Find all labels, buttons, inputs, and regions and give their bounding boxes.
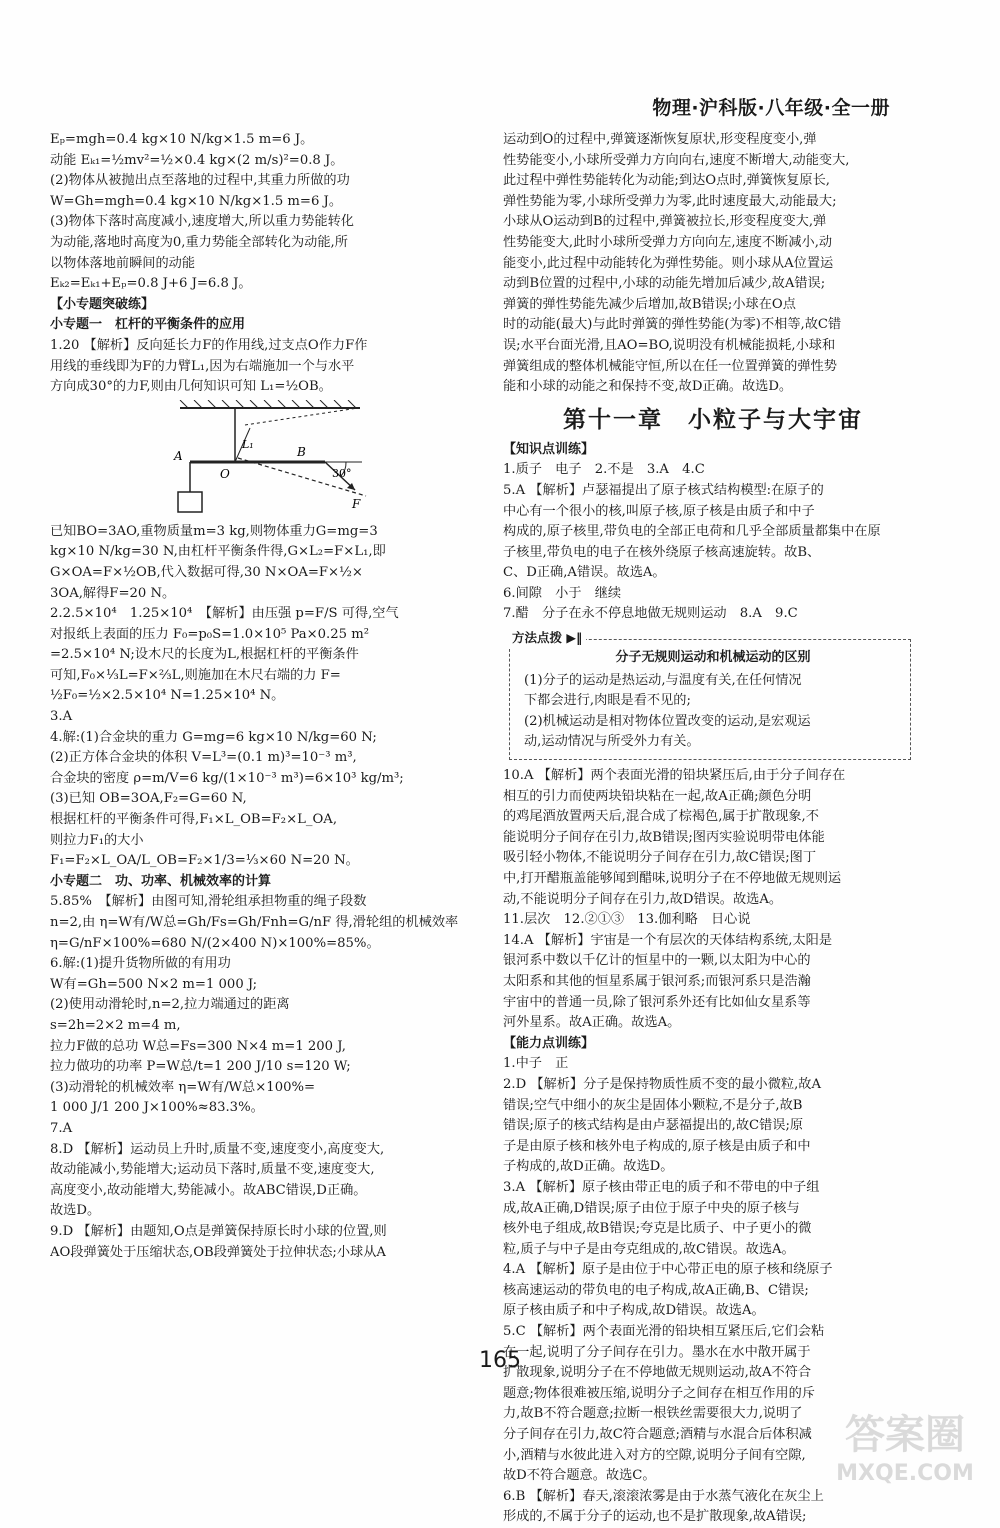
text-line: W=Gh=mgh=0.4 kg×10 N/kg×1.5 m=6 J。: [50, 193, 343, 209]
text-line: AO段弹簧处于压缩状态,OB段弹簧处于拉伸状态;小球从A: [50, 1244, 386, 1260]
method-tip-title: 分子无规则运动和机械运动的区别: [615, 650, 811, 666]
text-line: 太阳系和其他的恒星系属于银河系;而银河系只是浩瀚: [503, 973, 811, 989]
text-line: 7.醋 分子在永不停息地做无规则运动 8.A 9.C: [503, 606, 798, 622]
text-line: 合金块的密度 ρ=m/V=6 kg/(1×10⁻³ m³)=6×10³ kg/m³;: [50, 770, 404, 786]
text-line: 弹性势能为零,小球所受弹力为零,此时速度最大,动能最大;: [503, 193, 837, 209]
label-f: F: [352, 496, 361, 511]
text-line: 原子核由质子和中子构成,故D错误。故选A。: [503, 1303, 765, 1319]
text-line: 4.解:(1)合金块的重力 G=mg=6 kg×10 N/kg=60 N;: [50, 729, 377, 745]
text-line: 则拉力F₁的大小: [50, 832, 144, 848]
text-line: Eₖ₂=Eₖ₁+Eₚ=0.8 J+6 J=6.8 J。: [50, 276, 252, 292]
left-block-d: [50, 892, 465, 1263]
text-line: 6.解:(1)提升货物所做的有用功: [50, 956, 231, 972]
text-line: 子核里,带负电的电子在核外绕原子核高速旋转。故B、: [503, 544, 821, 560]
text-line: 14.A 【解析】宇宙是一个有层次的天体结构系统,太阳是: [503, 932, 833, 948]
text-line: F₁=F₂×L_OA/L_OB=F₂×1/3=⅓×60 N=20 N。: [50, 853, 359, 869]
text-line: 下都会进行,肉眼是看不见的;: [524, 693, 691, 709]
text-line: 3OA,解得F=20 N。: [50, 585, 176, 601]
right-block-c: [503, 766, 923, 1034]
text-line: 5.C 【解析】两个表面光滑的铅块相互紧压后,它们会粘: [503, 1324, 825, 1340]
text-line: 力,故B不符合题意;拉断一根铁丝需要很大力,说明了: [503, 1406, 803, 1422]
text-line: (3)物体下落时高度减小,速度增大,所以重力势能转化: [50, 214, 354, 230]
text-line: 弹簧组成的整体机械能守恒,所以在任一位置弹簧的弹性势: [503, 358, 837, 374]
text-line: 弹簧的弹性势能先减少后增加,故B错误;小球在O点: [503, 296, 796, 312]
text-line: 此过程中弹性势能转化为动能;到达O点时,弹簧恢复原长,: [503, 173, 830, 189]
text-line: 子构成的,故D正确。故选D。: [503, 1159, 674, 1175]
text-line: 中心有一个很小的核,叫原子核,原子核是由质子和中子: [503, 503, 815, 519]
text-line: 错误;空气中细小的灰尘是固体小颗粒,不是分子,故B: [503, 1097, 803, 1113]
text-line: 小球从O运动到B的过程中,弹簧被拉长,形变程度变大,弹: [503, 214, 827, 230]
text-line: 3.A 【解析】原子核由带正电的质子和不带电的中子组: [503, 1179, 820, 1195]
text-line: 拉力F做的总功 W总=Fs=300 N×4 m=1 200 J,: [50, 1038, 346, 1054]
label-a: A: [174, 448, 183, 463]
lever-diagram: [50, 400, 465, 520]
label-b: B: [297, 444, 306, 459]
text-line: 故D不符合题意。故选C。: [503, 1468, 656, 1484]
text-line: 1.中子 正: [503, 1056, 569, 1072]
section-title-ability: 【能力点训练】: [503, 1035, 595, 1051]
page-header: 物理·沪科版·八年级·全一册: [652, 97, 890, 119]
text-line: 已知BO=3AO,重物质量m=3 kg,则物体重力G=mg=3: [50, 523, 378, 539]
right-block-a: [503, 130, 923, 398]
text-line: W有=Gh=500 N×2 m=1 000 J;: [50, 976, 258, 992]
text-line: 误;水平台面光滑,且AO=BO,说明没有机械能损耗,小球和: [503, 337, 836, 353]
method-tip-body: [524, 671, 902, 753]
text-line: 5.A 【解析】卢瑟福提出了原子核式结构模型:在原子的: [503, 482, 824, 498]
text-line: 错误;原子的核式结构是由卢瑟福提出的,故C错误;原: [503, 1118, 804, 1134]
text-line: 5.85% 【解析】由图可知,滑轮组承担物重的绳子段数: [50, 894, 367, 910]
left-block-a: [50, 130, 465, 295]
text-line: C、D正确,A错误。故选A。: [503, 565, 666, 581]
text-line: 用线的垂线即为F的力臂L₁,因为右端施加一个与水平: [50, 358, 355, 374]
text-line: 故动能减小,势能增大;运动员下落时,质量不变,速度变大,: [50, 1162, 375, 1178]
text-line: 成,故A正确,D错误;原子由位于原子中央的原子核与: [503, 1200, 800, 1216]
section-title-topic-practice: 【小专题突破练】: [50, 296, 155, 312]
text-line: 粒,质子与中子是由夸克组成的,故C错误。故选A。: [503, 1241, 795, 1257]
text-line: 能和小球的动能之和保持不变,故D正确。故选D。: [503, 379, 793, 395]
text-line: 10.A 【解析】两个表面光滑的铅块紧压后,由于分子间存在: [503, 768, 846, 784]
text-line: 题意;物体很难被压缩,说明分子之间存在相互作用的斥: [503, 1385, 815, 1401]
text-line: 中,打开醋瓶盖能够闻到醋味,说明分子在不停地做无规则运: [503, 871, 842, 886]
text-line: 性势能变大,此时小球所受弹力方向向左,速度不断减小,动: [503, 234, 833, 250]
watermark-line2: MXQE.COM: [836, 1461, 974, 1486]
speaker-icon: ▶‖: [566, 630, 583, 646]
text-line: (2)正方体合金块的体积 V=L³=(0.1 m)³=10⁻³ m³,: [50, 750, 357, 766]
text-line: Eₚ=mgh=0.4 kg×10 N/kg×1.5 m=6 J。: [50, 132, 314, 147]
text-line: 可知,F₀×⅓L=F×⅔L,则施加在木尺右端的力 F=: [50, 667, 341, 683]
subtopic-2-title: 小专题二 功、功率、机械效率的计算: [50, 873, 272, 889]
text-line: (2)物体从被抛出点至落地的过程中,其重力所做的功: [50, 173, 350, 189]
text-line: (1)分子的运动是热运动,与温度有关,在任何情况: [524, 672, 802, 688]
section-title-knowledge: 【知识点训练】: [503, 441, 595, 457]
text-line: 1.质子 电子 2.不是 3.A 4.C: [503, 462, 705, 478]
text-line: 扩散现象,说明分子在不停地做无规则运动,故A不符合: [503, 1365, 812, 1381]
text-line: 拉力做功的功率 P=W总/t=1 200 J/10 s=120 W;: [50, 1059, 351, 1075]
text-line: 1 000 J/1 200 J×100%≈83.3%。: [50, 1100, 264, 1116]
right-block-b: [503, 460, 923, 625]
text-line: 形成的,不属于分子的运动,也不是扩散现象,故A错误;: [503, 1509, 807, 1525]
label-angle: 30°: [332, 466, 352, 480]
text-line: n=2,由 η=W有/W总=Gh/Fs=Gh/Fnh=G/nF 得,滑轮组的机械效率: [50, 915, 459, 930]
text-line: 方向成30°的力F,则由几何知识可知 L₁=½OB。: [50, 379, 332, 395]
text-line: 小,酒精与水彼此进入对方的空隙,说明分子间有空隙,: [503, 1447, 806, 1463]
text-line: 吸引轻小物体,不能说明分子间存在引力,故C错误;图丁: [503, 850, 817, 866]
text-line: 核高速运动的带负电的电子构成,故A正确,B、C错误;: [503, 1282, 809, 1298]
text-line: 4.A 【解析】原子是由位于中心带正电的原子核和绕原子: [503, 1262, 833, 1278]
text-line: 6.B 【解析】春天,滚滚浓雾是由于水蒸气液化在灰尘上: [503, 1488, 824, 1504]
text-line: 6.间隙 小于 继续: [503, 585, 622, 601]
left-block-c: [50, 522, 465, 872]
text-line: 动,运动情况与所受外力有关。: [524, 734, 700, 750]
text-line: 核外电子组成,故B错误;夸克是比质子、中子更小的微: [503, 1221, 812, 1237]
text-line: 分子间存在引力,故C符合题意;酒精与水混合后体积减: [503, 1427, 812, 1443]
text-line: ½F₀=½×2.5×10⁴ N=1.25×10⁴ N。: [50, 688, 285, 704]
text-line: 动到B位置的过程中,小球的动能先增加后减少,故A错误;: [503, 276, 826, 292]
text-line: 河外星系。故A正确。故选A。: [503, 1015, 681, 1031]
text-line: =2.5×10⁴ N;设木尺的长度为L,根据杠杆的平衡条件: [50, 647, 359, 663]
text-line: 宇宙中的普通一员,除了银河系外还有比如仙女星系等: [503, 994, 811, 1010]
page-number: 165: [479, 1348, 521, 1373]
text-line: 在一起,说明了分子间存在引力。墨水在水中散开属于: [503, 1344, 811, 1360]
text-line: (3)已知 OB=3OA,F₂=G=60 N,: [50, 791, 247, 807]
text-line: 对报纸上表面的压力 F₀=p₀S=1.0×10⁵ Pa×0.25 m²: [50, 626, 369, 642]
text-line: 9.D 【解析】由题知,O点是弹簧保持原长时小球的位置,则: [50, 1223, 387, 1239]
text-line: (2)使用动滑轮时,n=2,拉力端通过的距离: [50, 997, 290, 1013]
method-tip-label: [508, 628, 586, 649]
text-line: 相互的引力而使两块铅块粘在一起,故A正确;颜色分明: [503, 788, 812, 804]
text-line: 为动能,落地时高度为0,重力势能全部转化为动能,所: [50, 234, 348, 250]
text-line: 以物体落地前瞬间的动能: [50, 255, 196, 271]
text-line: 动,不能说明分子间存在引力,故D错误。故选A。: [503, 891, 783, 907]
text-line: 性势能变小,小球所受弹力方向向右,速度不断增大,动能变大,: [503, 152, 850, 168]
text-line: 1.20 【解析】反向延长力F的作用线,过支点O作力F作: [50, 337, 368, 353]
text-line: 运动到O的过程中,弹簧逐渐恢复原状,形变程度变小,弹: [503, 132, 817, 147]
left-column: [50, 130, 465, 1263]
text-line: kg×10 N/kg=30 N,由杠杆平衡条件得,G×L₂=F×L₁,即: [50, 544, 386, 560]
text-line: 8.D 【解析】运动员上升时,质量不变,速度变小,高度变大,: [50, 1141, 385, 1157]
text-line: η=G/nF×100%=680 N/(2×400 N)×100%=85%。: [50, 935, 380, 951]
text-line: 能变小,此过程中动能转化为弹性势能。则小球从A位置运: [503, 255, 834, 271]
text-line: (2)机械运动是相对物体位置改变的运动,是宏观运: [524, 713, 811, 729]
lever-diagram-svg: [50, 400, 380, 520]
left-block-b: [50, 336, 465, 398]
text-line: 2.D 【解析】分子是保持物质性质不变的最小微粒,故A: [503, 1076, 821, 1092]
label-o: O: [220, 466, 230, 481]
chapter-title: 第十一章 小粒子与大宇宙: [563, 405, 863, 433]
text-line: s=2h=2×2 m=4 m,: [50, 1017, 181, 1033]
watermark-logo: [820, 1400, 990, 1490]
method-tip-label-text: 方法点拨: [512, 630, 563, 646]
text-line: 银河系中数以千亿计的恒星中的一颗,以太阳为中心的: [503, 953, 811, 969]
text-line: 动能 Eₖ₁=½mv²=½×0.4 kg×(2 m/s)²=0.8 J。: [50, 152, 344, 168]
text-line: 能说明分子间存在引力,故B错误;图丙实验说明带电体能: [503, 829, 825, 845]
text-line: 的鸡尾酒放置两天后,混合成了棕褐色,属于扩散现象,不: [503, 809, 819, 825]
subtopic-1-title: 小专题一 杠杆的平衡条件的应用: [50, 317, 246, 333]
text-line: 11.层次 12.②①③ 13.伽利略 日心说: [503, 912, 751, 928]
text-line: 2.2.5×10⁴ 1.25×10⁴ 【解析】由压强 p=F/S 可得,空气: [50, 606, 399, 622]
text-line: G×OA=F×½OB,代入数据可得,30 N×OA=F×½×: [50, 564, 363, 580]
text-line: 时的动能(最大)与此时弹簧的弹性势能(为零)不相等,故C错: [503, 317, 842, 333]
text-line: 构成的,原子核里,带负电的全部正电荷和几乎全部质量都集中在原: [503, 524, 881, 540]
text-line: (3)动滑轮的机械效率 η=W有/W总×100%=: [50, 1079, 316, 1095]
text-line: 7.A: [50, 1120, 73, 1136]
text-line: 高度变小,故动能增大,势能减小。故ABC错误,D正确。: [50, 1182, 367, 1198]
text-line: 根据杠杆的平衡条件可得,F₁×L_OB=F₂×L_OA,: [50, 812, 338, 828]
watermark-line1: 答案圈: [845, 1412, 965, 1458]
method-tip-box: [509, 630, 911, 760]
text-line: 子是由原子核和核外电子构成的,原子核是由质子和中: [503, 1138, 811, 1154]
label-l1: L₁: [242, 437, 254, 451]
right-column: [503, 130, 923, 1528]
text-line: 故选D。: [50, 1203, 101, 1219]
text-line: 3.A: [50, 709, 73, 725]
